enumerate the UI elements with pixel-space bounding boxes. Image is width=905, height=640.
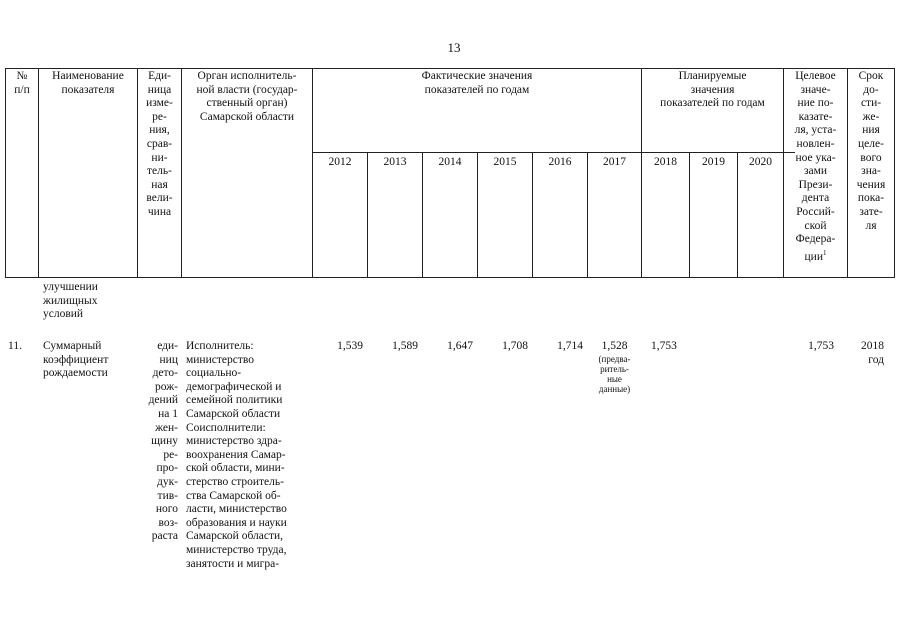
row11-target: 1,753 bbox=[808, 340, 834, 352]
year-2020: 2020 bbox=[749, 156, 772, 168]
col-border bbox=[477, 152, 478, 278]
header-unit: Еди- ница изме- ре- ния, срав- ни- тель- ная вели- чина bbox=[146, 70, 173, 218]
row11-num: 11. bbox=[8, 340, 22, 352]
col-border bbox=[532, 152, 533, 278]
row11-value-2018: 1,753 bbox=[651, 340, 677, 352]
header-term: Срок до- сти- же- ния целе- вого зна- чения пока- зате- ля bbox=[856, 70, 886, 232]
row11-value-2014: 1,647 bbox=[447, 340, 473, 352]
header-name: Наименование показателя bbox=[52, 70, 124, 96]
year-2017: 2017 bbox=[603, 156, 626, 168]
continuation-text: улучшении жилищных условий bbox=[43, 281, 98, 321]
header-bottom-border bbox=[5, 277, 895, 278]
col-border bbox=[312, 68, 313, 278]
header-fact-values: Фактические значения показателей по годам bbox=[421, 70, 533, 96]
header-target: Целевое значе- ние по- казате- ля, уста- новлен- ное ука- зами Прези- дента Россий- ской Федера- ции$^1$ bbox=[794, 70, 837, 263]
col-border bbox=[689, 152, 690, 278]
col-border bbox=[5, 68, 6, 278]
year-2019: 2019 bbox=[702, 156, 725, 168]
row11-value-2013: 1,589 bbox=[392, 340, 418, 352]
header-organ: Орган исполнитель- ной власти (государ- ственный орган) Самарской области bbox=[196, 70, 298, 123]
col-border bbox=[422, 152, 423, 278]
row11-value-2016: 1,714 bbox=[557, 340, 583, 352]
year-2015: 2015 bbox=[493, 156, 517, 168]
year-2016: 2016 bbox=[548, 156, 572, 168]
header-plan-values: Планируемые значения показателей по годам bbox=[660, 70, 765, 110]
col-border bbox=[367, 152, 368, 278]
row11-name: Суммарный коэффициент рождаемости bbox=[43, 340, 109, 380]
row11-term: 2018 год bbox=[861, 340, 884, 366]
row11-organ: Исполнитель: министерство социально- демографической и семейной политики Самарской области Соисполнители: министерство здра- воохранения Самар- ской области, мини- стерство строитель- ства Самарской об- ласти, министерство образования и науки Самарской области, министерство труда, занятости и мигра- bbox=[186, 340, 287, 570]
years-header-border bbox=[312, 152, 795, 153]
year-2013: 2013 bbox=[383, 156, 407, 168]
preliminary-note: (предва- ритель- ные данные) bbox=[598, 353, 631, 394]
row11-value-2017: 1,528 (предва- ритель- ные данные) bbox=[588, 340, 641, 394]
year-2012: 2012 bbox=[328, 156, 352, 168]
year-2018: 2018 bbox=[654, 156, 677, 168]
page-number: 13 bbox=[447, 40, 461, 55]
row11-value-2012: 1,539 bbox=[337, 340, 363, 352]
table-top-border bbox=[5, 68, 895, 69]
col-border bbox=[894, 68, 895, 278]
row11-value-2015: 1,708 bbox=[502, 340, 528, 352]
col-border bbox=[737, 152, 738, 278]
row11-unit: еди- ниц дето- рож- дений на 1 жен- щину ре- про- дук- тив- ного воз- раста bbox=[148, 340, 178, 543]
year-2014: 2014 bbox=[438, 156, 462, 168]
col-border bbox=[38, 68, 39, 278]
col-border bbox=[587, 152, 588, 278]
header-num: № п/п bbox=[14, 70, 30, 96]
